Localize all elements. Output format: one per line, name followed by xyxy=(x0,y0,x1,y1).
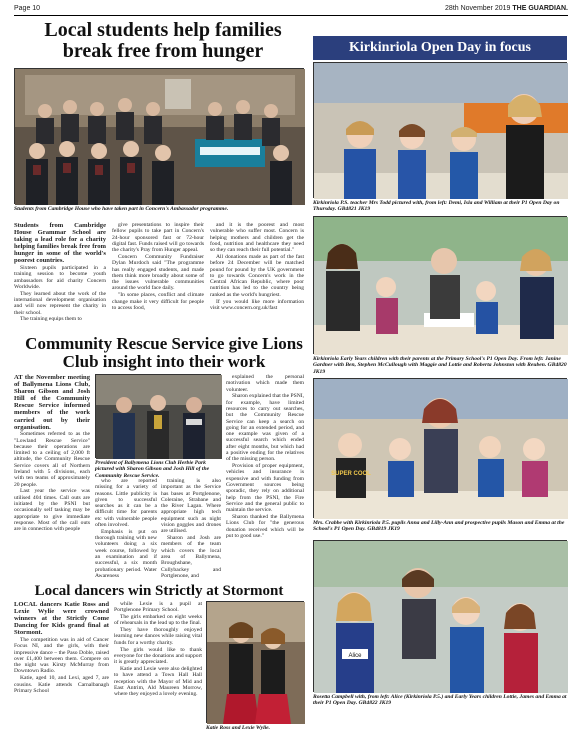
story2-c1p2: Last year the service was utilised 404 times. Call outs are initiated by the PSNI but occasionally self tasking may be appropriate to give immediate response. Most of the call outs are in connection with people xyxy=(14,488,90,533)
page-number: Page 10 xyxy=(14,5,41,12)
story1-col1 xyxy=(14,222,106,332)
photo-lions-club xyxy=(95,374,221,458)
caption-cambridge-house: Students from Cambridge House who have taken part in Concern's Ambassador programme. xyxy=(14,206,229,212)
photo-kirkinriola-3 xyxy=(313,378,567,518)
photo-kirkinriola-4 xyxy=(313,540,567,692)
story1-c1p3: The training equips them to xyxy=(20,316,82,323)
story2-c4p3: Provision of proper equipment, vehicles and insurance is expensive and with funding from Government sources being sporadic, they rely on additional help from the PSNI, the Fire Service and the general public to maintain the service. xyxy=(226,463,304,514)
story2-c2p1: who are reported missing for a variety of reasons. Little publicity is given to successful searches as it can be a difficult time for parents etc with vulnerable people often involved. xyxy=(95,478,157,529)
shirt-text: SUPER COOL xyxy=(331,471,371,477)
caption-katie-lexie: Katie Ross and Lexie Wylie. xyxy=(206,725,271,731)
story1-c3p2: All donations made as part of the fast before 24 December will be matched pound for pound by the UK government to go towards Concern's work in the Central African Republic, where poor nutrition has led to the country being ranked as the world's hungriest. xyxy=(210,253,304,298)
story1-lead: Students from Cambridge House Grammar School are taking a lead role for a charity helping families break free from hunger in some of the world's poorest countries. xyxy=(14,222,106,265)
story3-c2p1: while Lexie is a pupil at Portglenone Primary School. xyxy=(114,601,202,614)
story2-c1p1: Sometimes referred to as the "Lowland Rescue Service" because their operations are limited to a ceiling of 2,000 ft altitude, the Community Rescue Service covers all of Northern Ireland with 5 divisions, each with ten teams of approximately 20 people. xyxy=(14,431,90,488)
story1-c2p3: "In some places, conflict and climate change make it very difficult for people to access food, xyxy=(112,292,204,311)
story3-col2 xyxy=(114,601,202,733)
story2-c3p1: training is also important as the Service has bases at Portglenone, Coleraine, Strabane and the River Lagan. Where appropriate high tech equipment such as night vision goggles and drones are utilised. xyxy=(161,478,221,535)
story2-c2p2: Emphasis is put on thorough training with new volunteers doing a six week course, followed by an examination and if successful, a six month probationary period. Water Awareness xyxy=(95,528,157,579)
story2-col3 xyxy=(161,478,221,579)
header-rule xyxy=(14,15,568,16)
story3-c2p4: The girls would like to thank everyone for the donations and support it is greatly appreciated. xyxy=(114,646,202,666)
story1-c3p1: and it is the poorest and most vulnerable who suffer most. Concern is helping mothers and children get the food, nutrition and healthcare they need so they can reach their full potential." xyxy=(210,222,304,254)
story1-c1p1: Sixteen pupils participated in a training session to become youth ambassadors for aid charity Concern Worldwide. xyxy=(14,265,106,290)
photo-kirkinriola-2 xyxy=(313,216,567,354)
headline-community-rescue: Community Rescue Service give Lions Club insight into their work xyxy=(25,334,303,371)
mrs-crabbe-photo xyxy=(314,379,568,519)
story3-c2p5: Katie and Lexie were also delighted to have attend a Town Hall Hall reception with the Mayor of Mid and East Antrim, Ald Maureen Morrow, where they enjoyed a lovely evening. xyxy=(114,665,202,698)
headline-local-students: Local students help families break free from hunger xyxy=(44,19,282,62)
story3-col1 xyxy=(14,601,109,733)
students-group-photo xyxy=(15,69,305,205)
story3-c2p3: They have thoroughly enjoyed learning new dances while raising vital funds for a worthy charity. xyxy=(114,627,202,646)
story3-c1p2: Katie, aged 10, and Lexi, aged 7, are cousins. Katie attends Carnalbanagh Primary School xyxy=(14,675,109,694)
headline-strictly-stormont: Local dancers win Strictly at Stormont xyxy=(34,583,284,599)
story1-c2p2: Concern Community Fundraiser Dylan Murdoch said "The programme has really engaged students, and made them think more broadly about some of the issues vulnerable communities around the world face daily. xyxy=(112,253,204,292)
kirkinriola-banner: Kirkinriola Open Day in focus xyxy=(313,36,567,60)
photo-cambridge-house-students xyxy=(14,68,304,204)
name-tag-text: Alice xyxy=(348,653,362,659)
mrs-todd-photo xyxy=(314,63,568,199)
story1-col3 xyxy=(210,222,304,332)
story3-c1p1: The competition was in aid of Cancer Focus NI, and the girls, with their impressive dance – the Paso Doble, raised over £1,400 between them. Compere on the night was Kirsty McMurray from Downtown Radio. xyxy=(14,636,109,675)
paper-name: THE GUARDIAN. xyxy=(512,5,568,12)
story2-c4p2: Sharon explained that the PSNI, for example, have limited resources to carry out searches, but the Community Rescue Service can keep a search on going for an extended period, and one example was given of a successful search which ended after eight months, but which had a positive ending for the relatives of the missing person. xyxy=(226,393,304,463)
photo-kirkinriola-1 xyxy=(313,62,567,198)
caption-kirkinriola-1: Kirkinriola P.S. teacher Mrs Todd pictured with, from left: Demi, Isla and William at their P1 Open Day on Thursday. GB4821 JK19 xyxy=(313,200,560,213)
story1-c1p2: They learned about the work of the international development organisation and will now represent the charity in their school. xyxy=(14,290,106,316)
lions-club-photo xyxy=(96,375,222,459)
story2-c4p1: explained the personal motivation which made them volunteer. xyxy=(226,374,304,393)
caption-kirkinriola-4: Rosetta Campbell with, from left: Alice (Kirkinriola P.5.) and Early Years children Lottie, James and Emma at their P1 Open Day. GB4822 JK19 xyxy=(313,694,567,707)
story3-c2p2: The girls embarked on eight weeks of rehearsals in the lead up to the final. xyxy=(114,614,202,627)
story2-c3p2: Sharon and Josh are members of the team which covers the local area of Ballymena, Broughshane, Cullybackey and Portglenone, and xyxy=(161,535,221,579)
story1-c2p1: give presentations to inspire their fellow pupils to take part in Concern's 24-hour sponsored fast or 72-hour digital fast. Funds raised will go towards the charity's Pray from Hunger appeal. xyxy=(112,222,204,254)
photo-katie-lexie xyxy=(206,601,304,723)
caption-kirkinriola-3: Mrs. Crabbe with Kirkinriola P.5. pupils Anna and Lilly-Ann and prospective pupils Mason and Emma at the School's P1 Open Day. GB4819 JK19 xyxy=(313,520,565,533)
early-years-photo xyxy=(314,217,568,355)
caption-lions-club: President of Ballymena Lions Club Herbie Park pictured with Sharon Gibson and Josh Hill of the Community Rescue Service. xyxy=(95,460,210,479)
story1-col2 xyxy=(112,222,204,332)
dancers-photo xyxy=(207,602,305,724)
story3-lead: LOCAL dancers Katie Ross and Lexie Wylie were crowned winners at the Strictly Come Dancing for Kids grand final at Stormont. xyxy=(14,601,109,637)
story1-c3p3: If you would like more information visit www.concern.org.uk/fast xyxy=(210,298,304,311)
story2-lead: AT the November meeting of Ballymena Lions Club, Sharon Gibson and Josh Hill of the Community Rescue Service informed members of the work carried out by their organisation. xyxy=(14,374,90,431)
story2-col1 xyxy=(14,374,90,574)
story2-c4p4: Sharon thanked the Ballymena Lions Club for "the generous donation received which will be put to good use." xyxy=(226,514,304,539)
rosetta-campbell-photo xyxy=(314,541,568,693)
story2-col2 xyxy=(95,478,157,579)
story2-col4 xyxy=(226,374,304,574)
issue-date: 28th November 2019 THE GUARDIAN. xyxy=(445,5,568,12)
caption-kirkinriola-2: Kirkinriola Early Years children with their parents at the Primary School's P1 Open Day. From left: Janine Gardner with Ben, Stephen McCullough with Maggie and Lottie and Roberta Johnston with Reuben. GB4820 JK19 xyxy=(313,356,567,375)
